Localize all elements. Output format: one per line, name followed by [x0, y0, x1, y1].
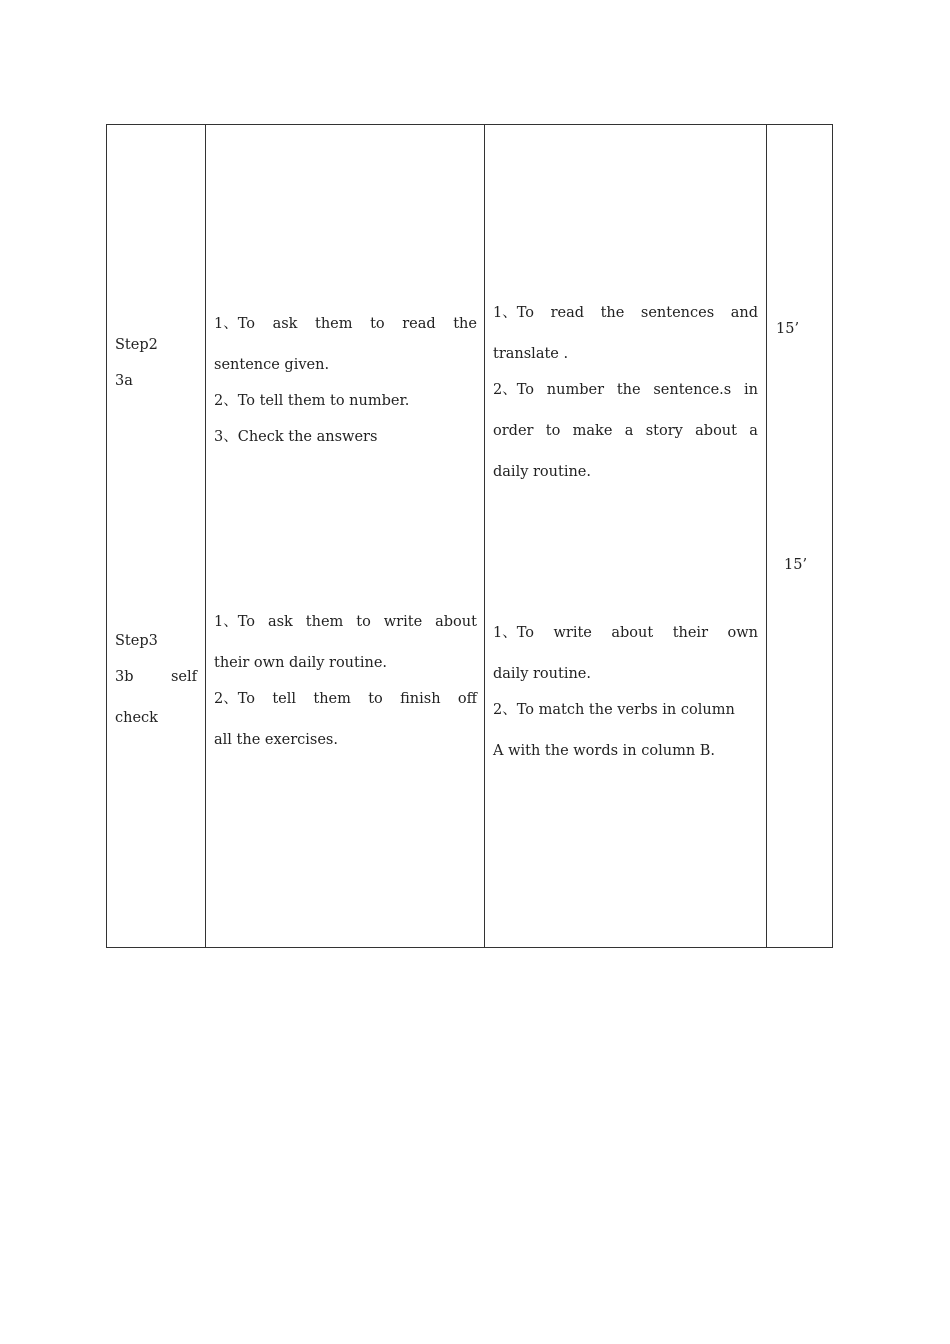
teacher-activity-line: 2、To tell them to number.: [214, 393, 410, 409]
teacher-activity-line: sentence given.: [214, 357, 330, 373]
lesson-table: [106, 124, 833, 948]
student-activity-line: 2、To number the sentence.s in: [493, 382, 758, 398]
step-subtitle: 3a: [115, 373, 133, 389]
student-activity-line: daily routine.: [493, 666, 591, 682]
student-activity-line: translate .: [493, 346, 569, 362]
column-divider: [766, 125, 767, 947]
student-activity-line: order to make a story about a: [493, 423, 758, 439]
student-activity-line: A with the words in column B.: [493, 743, 716, 759]
step-title: Step3: [115, 633, 158, 649]
teacher-activity-line: 2、To tell them to finish off: [214, 691, 477, 707]
teacher-activity-line: 1、To ask them to read the: [214, 316, 477, 332]
teacher-activity-line: all the exercises.: [214, 732, 338, 748]
student-activity-line: 1、To read the sentences and: [493, 305, 758, 321]
column-divider: [205, 125, 206, 947]
step-title: Step2: [115, 337, 158, 353]
time-value: 15’: [776, 321, 800, 337]
student-activity-line: 1、To write about their own: [493, 625, 758, 641]
teacher-activity-line: 3、Check the answers: [214, 429, 378, 445]
time-value: 15’: [784, 557, 808, 573]
student-activity-line: 2、To match the verbs in column: [493, 702, 735, 718]
student-activity-line: daily routine.: [493, 464, 591, 480]
step-subtitle: 3b self: [115, 669, 197, 685]
teacher-activity-line: 1、To ask them to write about: [214, 614, 477, 630]
step-subtitle: check: [115, 710, 158, 726]
teacher-activity-line: their own daily routine.: [214, 655, 388, 671]
column-divider: [484, 125, 485, 947]
